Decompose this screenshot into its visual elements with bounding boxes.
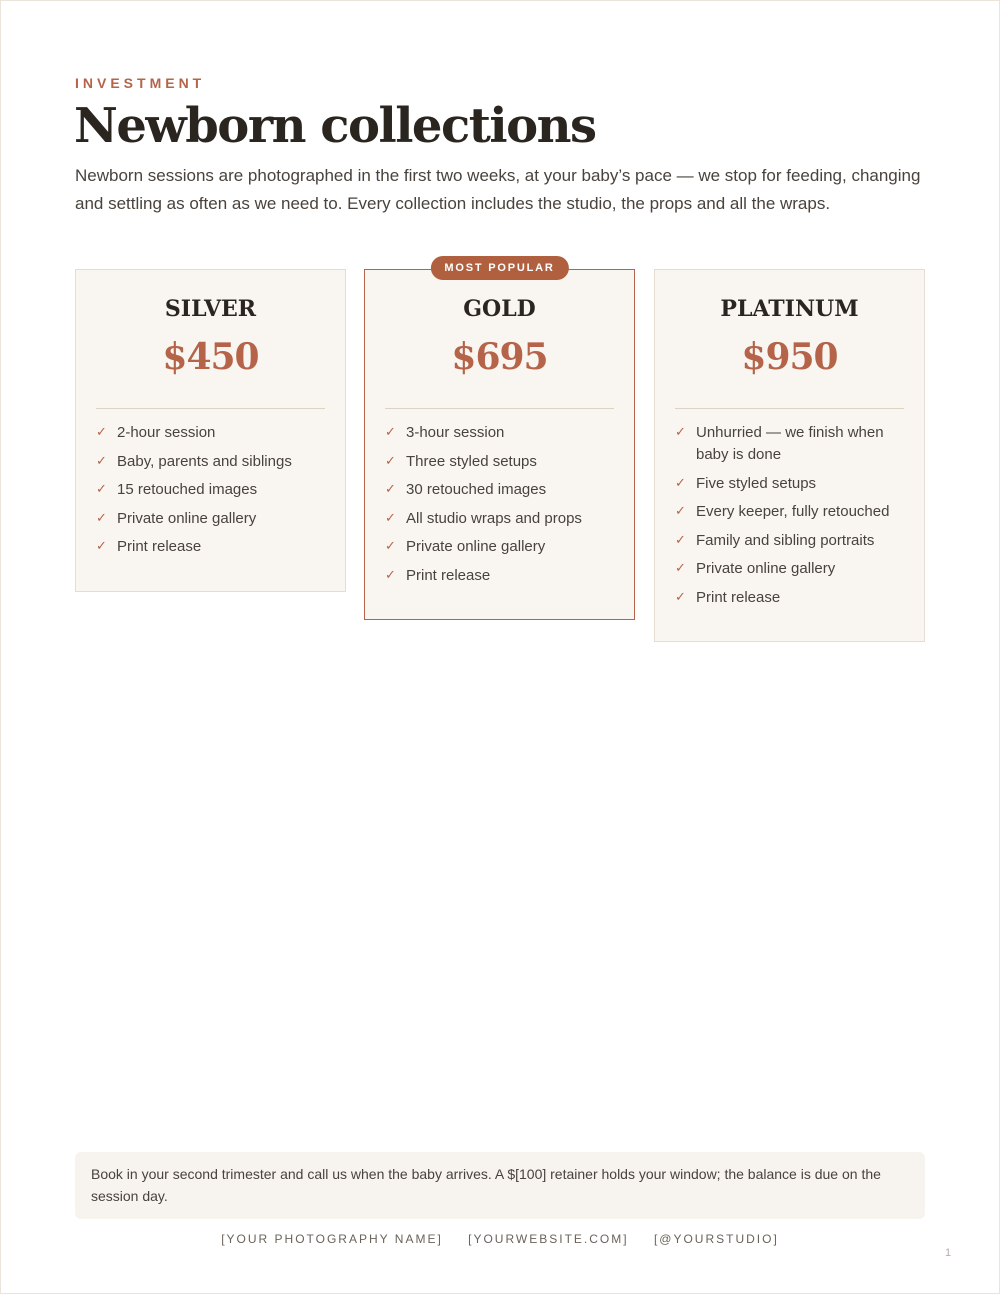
check-icon: ✓ xyxy=(675,561,686,576)
feature-text: Every keeper, fully retouched xyxy=(696,503,890,520)
check-icon: ✓ xyxy=(385,482,396,497)
check-icon: ✓ xyxy=(96,539,107,554)
feature-text: Print release xyxy=(696,588,781,606)
feature-item xyxy=(385,508,616,530)
feature-item xyxy=(96,479,327,501)
feature-item xyxy=(675,473,906,495)
feature-text: Unhurried — we finish when baby is done xyxy=(696,424,884,463)
feature-text: Baby, parents and siblings xyxy=(117,452,292,470)
feature-text: Print release xyxy=(406,566,491,584)
feature-item xyxy=(675,587,906,609)
feature-text: Print release xyxy=(117,538,202,555)
check-icon: ✓ xyxy=(96,453,107,469)
feature-item xyxy=(675,501,906,523)
check-icon: ✓ xyxy=(675,504,686,519)
footer xyxy=(0,1232,1000,1246)
feature-item xyxy=(96,451,327,473)
feature-item xyxy=(96,508,327,530)
feature-text: All studio wraps and props xyxy=(406,509,582,527)
feature-text: Three styled setups xyxy=(406,452,537,470)
check-icon: ✓ xyxy=(675,475,686,491)
collection-card-gold xyxy=(364,262,635,620)
feature-list xyxy=(385,422,616,593)
most-popular-badge: MOST POPULAR xyxy=(430,256,568,280)
collection-name: PLATINUM xyxy=(720,296,859,322)
feature-item xyxy=(675,558,906,580)
collection-name: GOLD xyxy=(463,296,536,322)
feature-list xyxy=(96,422,327,565)
feature-text: 3-hour session xyxy=(406,424,505,441)
collection-card-platinum xyxy=(654,269,925,642)
footer-website: [YOURWEBSITE.COM] xyxy=(468,1232,629,1246)
check-icon: ✓ xyxy=(385,539,396,554)
page-number: 1 xyxy=(945,1247,952,1259)
card-divider xyxy=(385,408,614,409)
collection-price: $695 xyxy=(451,336,548,378)
check-icon: ✓ xyxy=(385,453,396,469)
feature-item xyxy=(675,530,906,552)
check-icon: ✓ xyxy=(96,482,107,497)
feature-text: Five styled setups xyxy=(696,474,817,492)
booking-note: Book in your second trimester and call us when the baby arrives. A $[100] retainer holds your window; the balance is due on the session day. xyxy=(75,1152,925,1219)
feature-text: Private online gallery xyxy=(406,538,546,555)
check-icon: ✓ xyxy=(96,510,107,526)
footer-studio-name: [YOUR PHOTOGRAPHY NAME] xyxy=(221,1232,443,1246)
feature-item xyxy=(96,422,327,444)
intro-paragraph: Newborn sessions are photographed in the first two weeks, at your baby’s pace — we stop for feeding, changing and settling as often as we need to. Every collection includes the studio, the props and all the wraps. xyxy=(75,166,921,213)
section-eyebrow: INVESTMENT xyxy=(75,75,206,91)
feature-text: 2-hour session xyxy=(117,424,216,441)
feature-text: Family and sibling portraits xyxy=(696,531,875,549)
collection-price: $450 xyxy=(162,336,259,378)
feature-item xyxy=(385,451,616,473)
check-icon: ✓ xyxy=(675,425,686,440)
feature-list xyxy=(675,422,906,615)
collection-card-silver xyxy=(75,269,346,592)
feature-item xyxy=(385,479,616,501)
check-icon: ✓ xyxy=(675,532,686,548)
feature-item xyxy=(675,422,906,466)
page-title: Newborn collections xyxy=(74,98,596,154)
feature-text: Private online gallery xyxy=(117,509,257,527)
card-divider xyxy=(675,408,904,409)
feature-text: Private online gallery xyxy=(696,560,836,577)
collection-price: $950 xyxy=(741,336,838,378)
feature-item xyxy=(385,422,616,444)
feature-text: 30 retouched images xyxy=(406,481,547,498)
check-icon: ✓ xyxy=(385,425,396,440)
feature-text: 15 retouched images xyxy=(117,481,258,498)
feature-item xyxy=(385,565,616,587)
feature-item xyxy=(96,536,327,558)
collection-name: SILVER xyxy=(164,296,257,322)
card-divider xyxy=(96,408,325,409)
check-icon: ✓ xyxy=(96,425,107,440)
feature-item xyxy=(385,536,616,558)
footer-handle: [@YOURSTUDIO] xyxy=(653,1232,779,1246)
check-icon: ✓ xyxy=(385,510,396,526)
check-icon: ✓ xyxy=(385,567,396,583)
check-icon: ✓ xyxy=(675,589,686,605)
